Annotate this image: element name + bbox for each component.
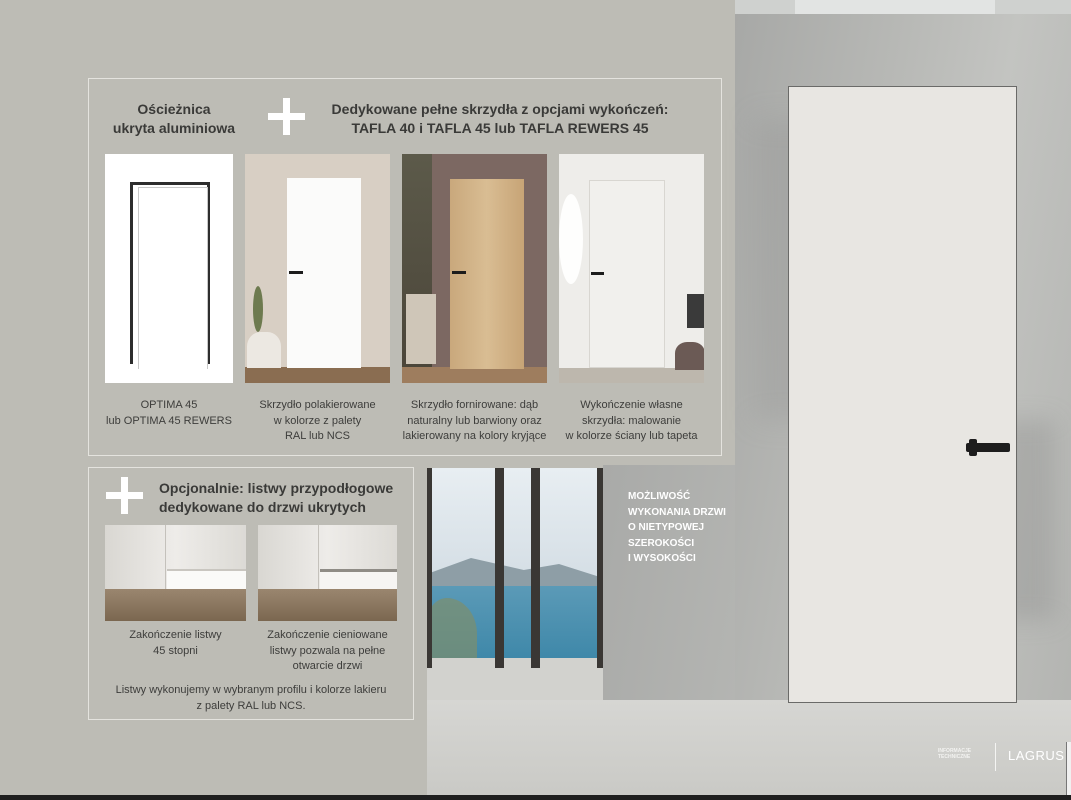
caption-line: RAL lub NCS	[284, 430, 350, 442]
plus-icon	[268, 98, 305, 135]
window-frame	[427, 468, 432, 668]
door-handle-icon	[289, 271, 303, 274]
section-label	[938, 748, 984, 760]
caption-veneered	[397, 398, 552, 445]
plus-icon	[106, 477, 143, 514]
leaf-title	[320, 100, 680, 138]
light-reflection	[559, 194, 583, 284]
window-frame	[531, 468, 540, 668]
side-table	[247, 332, 281, 368]
footer-divider	[995, 743, 996, 771]
caption-line: lub OPTIMA 45 REWERS	[106, 414, 232, 427]
caption-line: Skrzydło fornirowane: dąb	[410, 399, 539, 411]
note-line: O NIETYPOWEJ	[628, 522, 705, 533]
caption-frame	[100, 398, 238, 429]
next-page-edge	[1066, 742, 1071, 800]
lacquered-door-image	[245, 154, 390, 383]
oak-door	[450, 179, 524, 369]
door-edge	[318, 525, 319, 589]
skirting-45-degree-image	[105, 525, 246, 621]
caption-skirting-shadow	[252, 628, 403, 675]
caption-lacquered	[242, 398, 393, 445]
brand-logo: LAGRUS	[1008, 748, 1065, 763]
caption-painted	[556, 398, 707, 445]
caption-line: Wykończenie własne	[580, 399, 683, 411]
window-frame	[495, 468, 504, 668]
door-handle-icon	[452, 271, 466, 274]
caption-line: naturalny lub barwiony oraz	[407, 414, 542, 427]
door-frame-drawing	[130, 182, 210, 364]
floor	[559, 368, 704, 383]
caption-line: skrzydła: malowanie	[581, 414, 682, 427]
wooden-floor	[105, 589, 246, 621]
door-handle-rose	[969, 439, 977, 456]
skirting-title-line: Opcjonalnie: listwy przypodłogowe	[159, 480, 394, 496]
custom-size-note	[628, 489, 738, 567]
frame-title-line: ukryta aluminiowa	[112, 120, 236, 136]
skirting-board	[167, 569, 246, 589]
caption-line: Skrzydło polakierowane	[259, 399, 376, 411]
leaf-title-line: Dedykowane pełne skrzydła z opcjami wykończeń:	[331, 101, 669, 117]
skirting-title-line: dedykowane do drzwi ukrytych	[159, 499, 366, 515]
plant	[253, 286, 263, 332]
caption-line: listwy pozwala na pełne	[269, 644, 386, 657]
veneered-door-image	[402, 154, 547, 383]
caption-line: OPTIMA 45	[140, 399, 198, 411]
caption-line: w kolorze z palety	[273, 414, 362, 427]
room-floor	[427, 658, 603, 700]
wall-picture	[687, 294, 704, 328]
aluminium-frame-image	[105, 154, 233, 383]
caption-line: Zakończenie cieniowane	[267, 629, 388, 641]
section-label-line: INFORMACJE	[938, 748, 972, 754]
armchair	[675, 342, 704, 370]
door-edge	[165, 525, 166, 589]
bottom-edge	[0, 795, 1071, 800]
note-line: MOŻLIWOŚĆ	[628, 491, 691, 502]
skirting-note	[96, 683, 406, 714]
note-line: WYKONANIA DRZWI	[628, 506, 726, 518]
painted-door-image	[559, 154, 704, 383]
caption-line: otwarcie drzwi	[292, 660, 363, 672]
note-line: I WYSOKOŚCI	[628, 553, 696, 564]
note-line: Listwy wykonujemy w wybranym profilu i kolorze lakieru	[115, 684, 387, 696]
window-frame	[597, 468, 603, 668]
desk	[406, 294, 436, 364]
skirting-board	[320, 569, 397, 589]
skirting-title	[159, 479, 409, 517]
leaf-title-line: TAFLA 40 i TAFLA 45 lub TAFLA REWERS 45	[351, 120, 649, 136]
caption-line: 45 stopni	[153, 644, 198, 657]
skirting-shadow-image	[258, 525, 397, 621]
section-label-line: TECHNICZNE	[938, 754, 971, 760]
window-sea-view-photo	[427, 468, 603, 700]
floor	[245, 367, 390, 383]
caption-line: w kolorze ściany lub tapeta	[565, 430, 698, 442]
caption-line: Zakończenie listwy	[129, 629, 222, 641]
note-line: z palety RAL lub NCS.	[196, 699, 306, 712]
door-handle-icon	[591, 272, 604, 275]
note-line: SZEROKOŚCI	[628, 537, 695, 549]
hidden-door-photo	[788, 86, 1017, 703]
skylight	[795, 0, 995, 14]
wooden-floor	[258, 589, 397, 621]
ceiling-strip	[735, 0, 1071, 14]
caption-line: lakierowany na kolory kryjące	[402, 430, 547, 442]
frame-title	[100, 100, 248, 138]
frame-title-line: Ościeżnica	[137, 101, 211, 117]
caption-skirting-45	[102, 628, 249, 659]
floor	[402, 367, 547, 383]
